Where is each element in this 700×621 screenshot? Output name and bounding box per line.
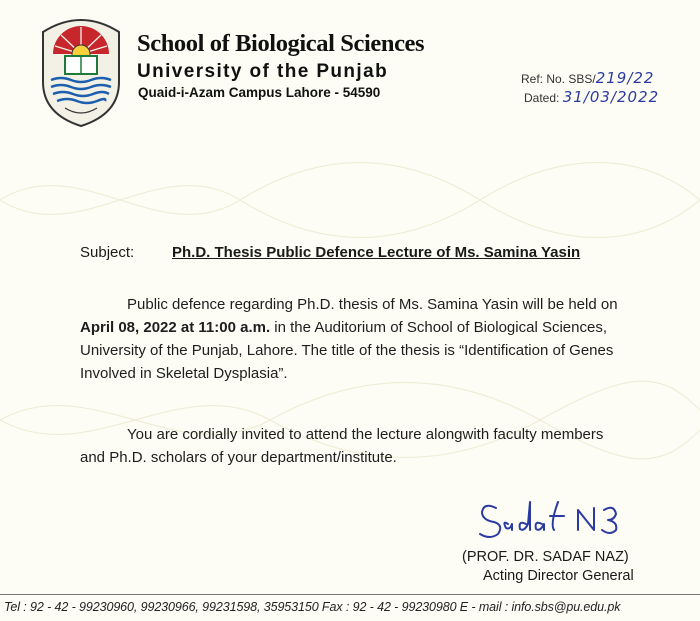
paragraph-defence-details [80,293,655,385]
school-name: School of Biological Sciences [137,30,425,57]
paragraph-invitation [80,423,655,469]
university-logo [37,10,125,128]
date-line [524,88,659,106]
reference-value: 219/22 [595,69,655,87]
paragraph-text: in the Auditorium of School of Biological Sciences, [270,319,607,336]
defence-datetime: April 08, 2022 at 11:00 a.m. [80,319,271,336]
signatory-name: (PROF. DR. SADAF NAZ) [462,549,629,565]
paragraph-line: You are cordially invited to attend the lecture alongwith faculty members [127,426,604,443]
dated-value: 31/03/2022 [562,88,660,106]
subject-text: Ph.D. Thesis Public Defence Lecture of Ms. Samina Yasin [172,244,581,261]
subject-label: Subject: [80,244,135,261]
paragraph-line: Public defence regarding Ph.D. thesis of Ms. Samina Yasin will be held on [127,296,618,313]
reference-number [521,69,654,87]
footer-divider [0,594,700,595]
paragraph-line [80,316,655,339]
footer-contact: Tel : 92 - 42 - 99230960, 99230966, 99231598, 35953150 Fax : 92 - 42 - 99230980 E - mail : info.sbs@pu.edu.pk [4,600,621,614]
paragraph-line: and Ph.D. scholars of your department/institute. [80,449,397,466]
reference-label: Ref: No. SBS/ [521,72,596,86]
handwritten-signature [474,494,654,544]
paragraph-line: Involved in Skeletal Dysplasia”. [80,365,288,382]
campus-address: Quaid-i-Azam Campus Lahore - 54590 [138,85,381,100]
paragraph-line: University of the Punjab, Lahore. The title of the thesis is “Identification of Genes [80,342,614,359]
signatory-title: Acting Director General [483,568,634,584]
dated-label: Dated: [524,91,560,105]
university-name: University of the Punjab [137,61,389,82]
